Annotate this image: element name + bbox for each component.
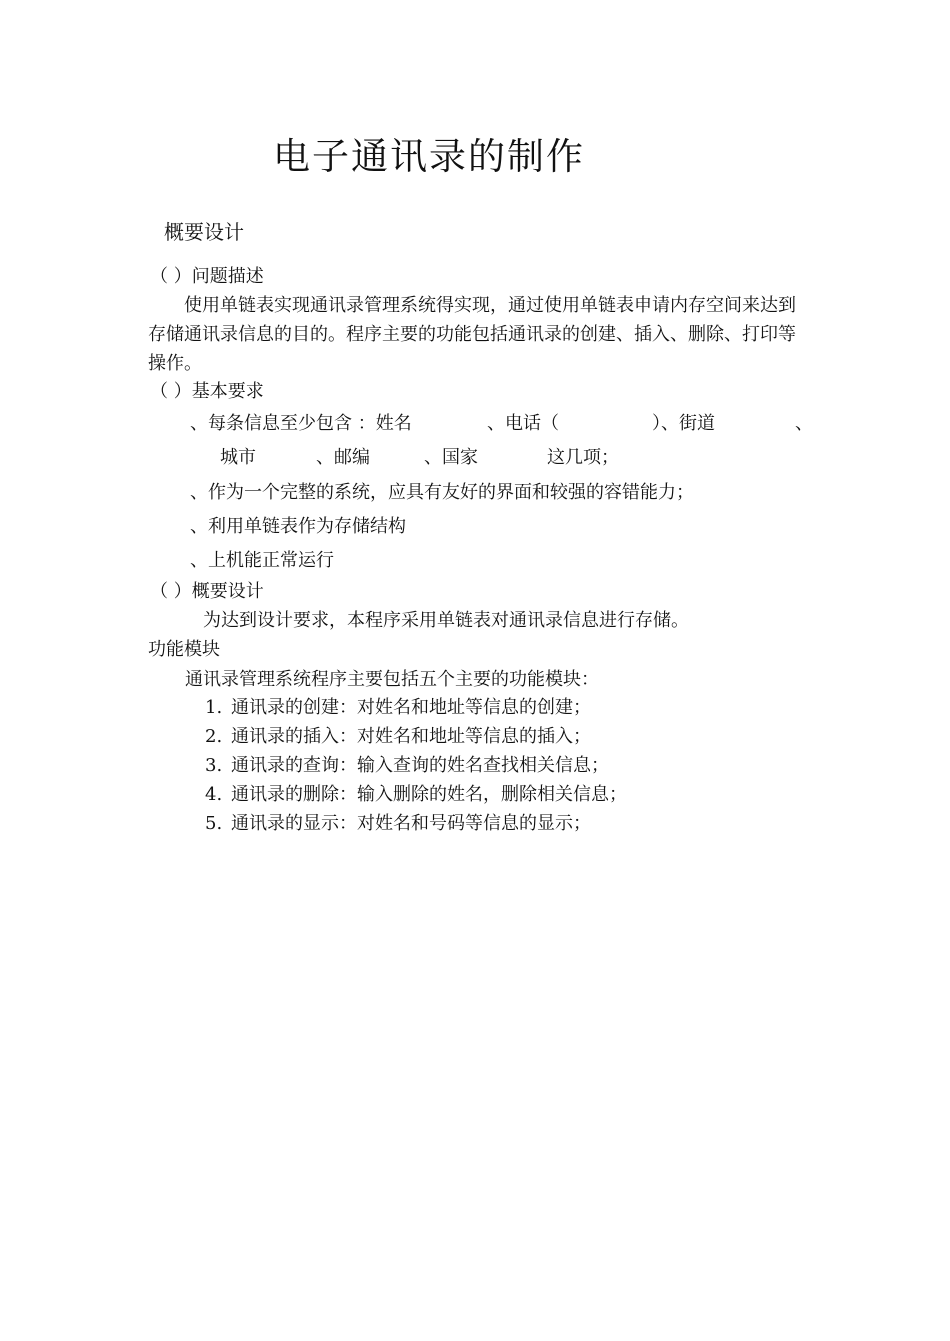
- requirement-1-part-g: 、国家: [424, 447, 478, 468]
- module-item: [205, 812, 591, 836]
- page-title: 电子通讯录的制作: [273, 135, 585, 178]
- module-text: 通讯录的删除：输入删除的姓名，删除相关信息；: [231, 784, 627, 805]
- design-body: 为达到设计要求，本程序采用单链表对通讯录信息进行存储。: [203, 610, 689, 631]
- module-number: 2.: [205, 726, 223, 747]
- requirement-1-part-h: 这几项；: [547, 447, 619, 468]
- module-item: [205, 783, 627, 807]
- module-number: 5.: [205, 813, 223, 834]
- requirement-1-part-f: 、邮编: [316, 447, 370, 468]
- requirement-4: 、上机能正常运行: [190, 550, 334, 571]
- problem-heading: （ ）问题描述: [150, 266, 264, 287]
- requirement-1-part-c: ）、街道: [652, 413, 715, 434]
- module-item: [205, 754, 609, 778]
- module-text: 通讯录的创建：对姓名和地址等信息的创建；: [231, 697, 591, 718]
- problem-body: 使用单链表实现通讯录管理系统得实现，通过使用单链表申请内存空间来达到存储通讯录信息的目的。程序主要的功能包括通讯录的创建、插入、删除、打印等操作。: [148, 295, 796, 374]
- requirements-heading: （ ）基本要求: [150, 381, 264, 402]
- requirement-1-part-b: 、电话（: [487, 413, 559, 434]
- module-text: 通讯录的显示：对姓名和号码等信息的显示；: [231, 813, 591, 834]
- modules-intro: 通讯录管理系统程序主要包括五个主要的功能模块：: [185, 669, 599, 690]
- module-item: [205, 725, 591, 749]
- module-number: 4.: [205, 784, 223, 805]
- module-text: 通讯录的插入：对姓名和地址等信息的插入；: [231, 726, 591, 747]
- design-heading: （ ）概要设计: [150, 581, 264, 602]
- requirement-2: 、作为一个完整的系统，应具有友好的界面和较强的容错能力；: [190, 482, 694, 503]
- section-title: 概要设计: [164, 220, 244, 244]
- requirement-3: 、利用单链表作为存储结构: [190, 516, 406, 537]
- requirement-1-part-a: 、每条信息至少包含 ：姓名: [190, 413, 412, 434]
- modules-heading: 功能模块: [148, 639, 220, 660]
- module-item: [205, 696, 591, 720]
- module-number: 1.: [205, 697, 223, 718]
- requirement-1-part-e: 城市: [220, 447, 256, 468]
- module-text: 通讯录的查询：输入查询的姓名查找相关信息；: [231, 755, 609, 776]
- module-number: 3.: [205, 755, 223, 776]
- requirement-1-part-d: 、: [795, 413, 813, 434]
